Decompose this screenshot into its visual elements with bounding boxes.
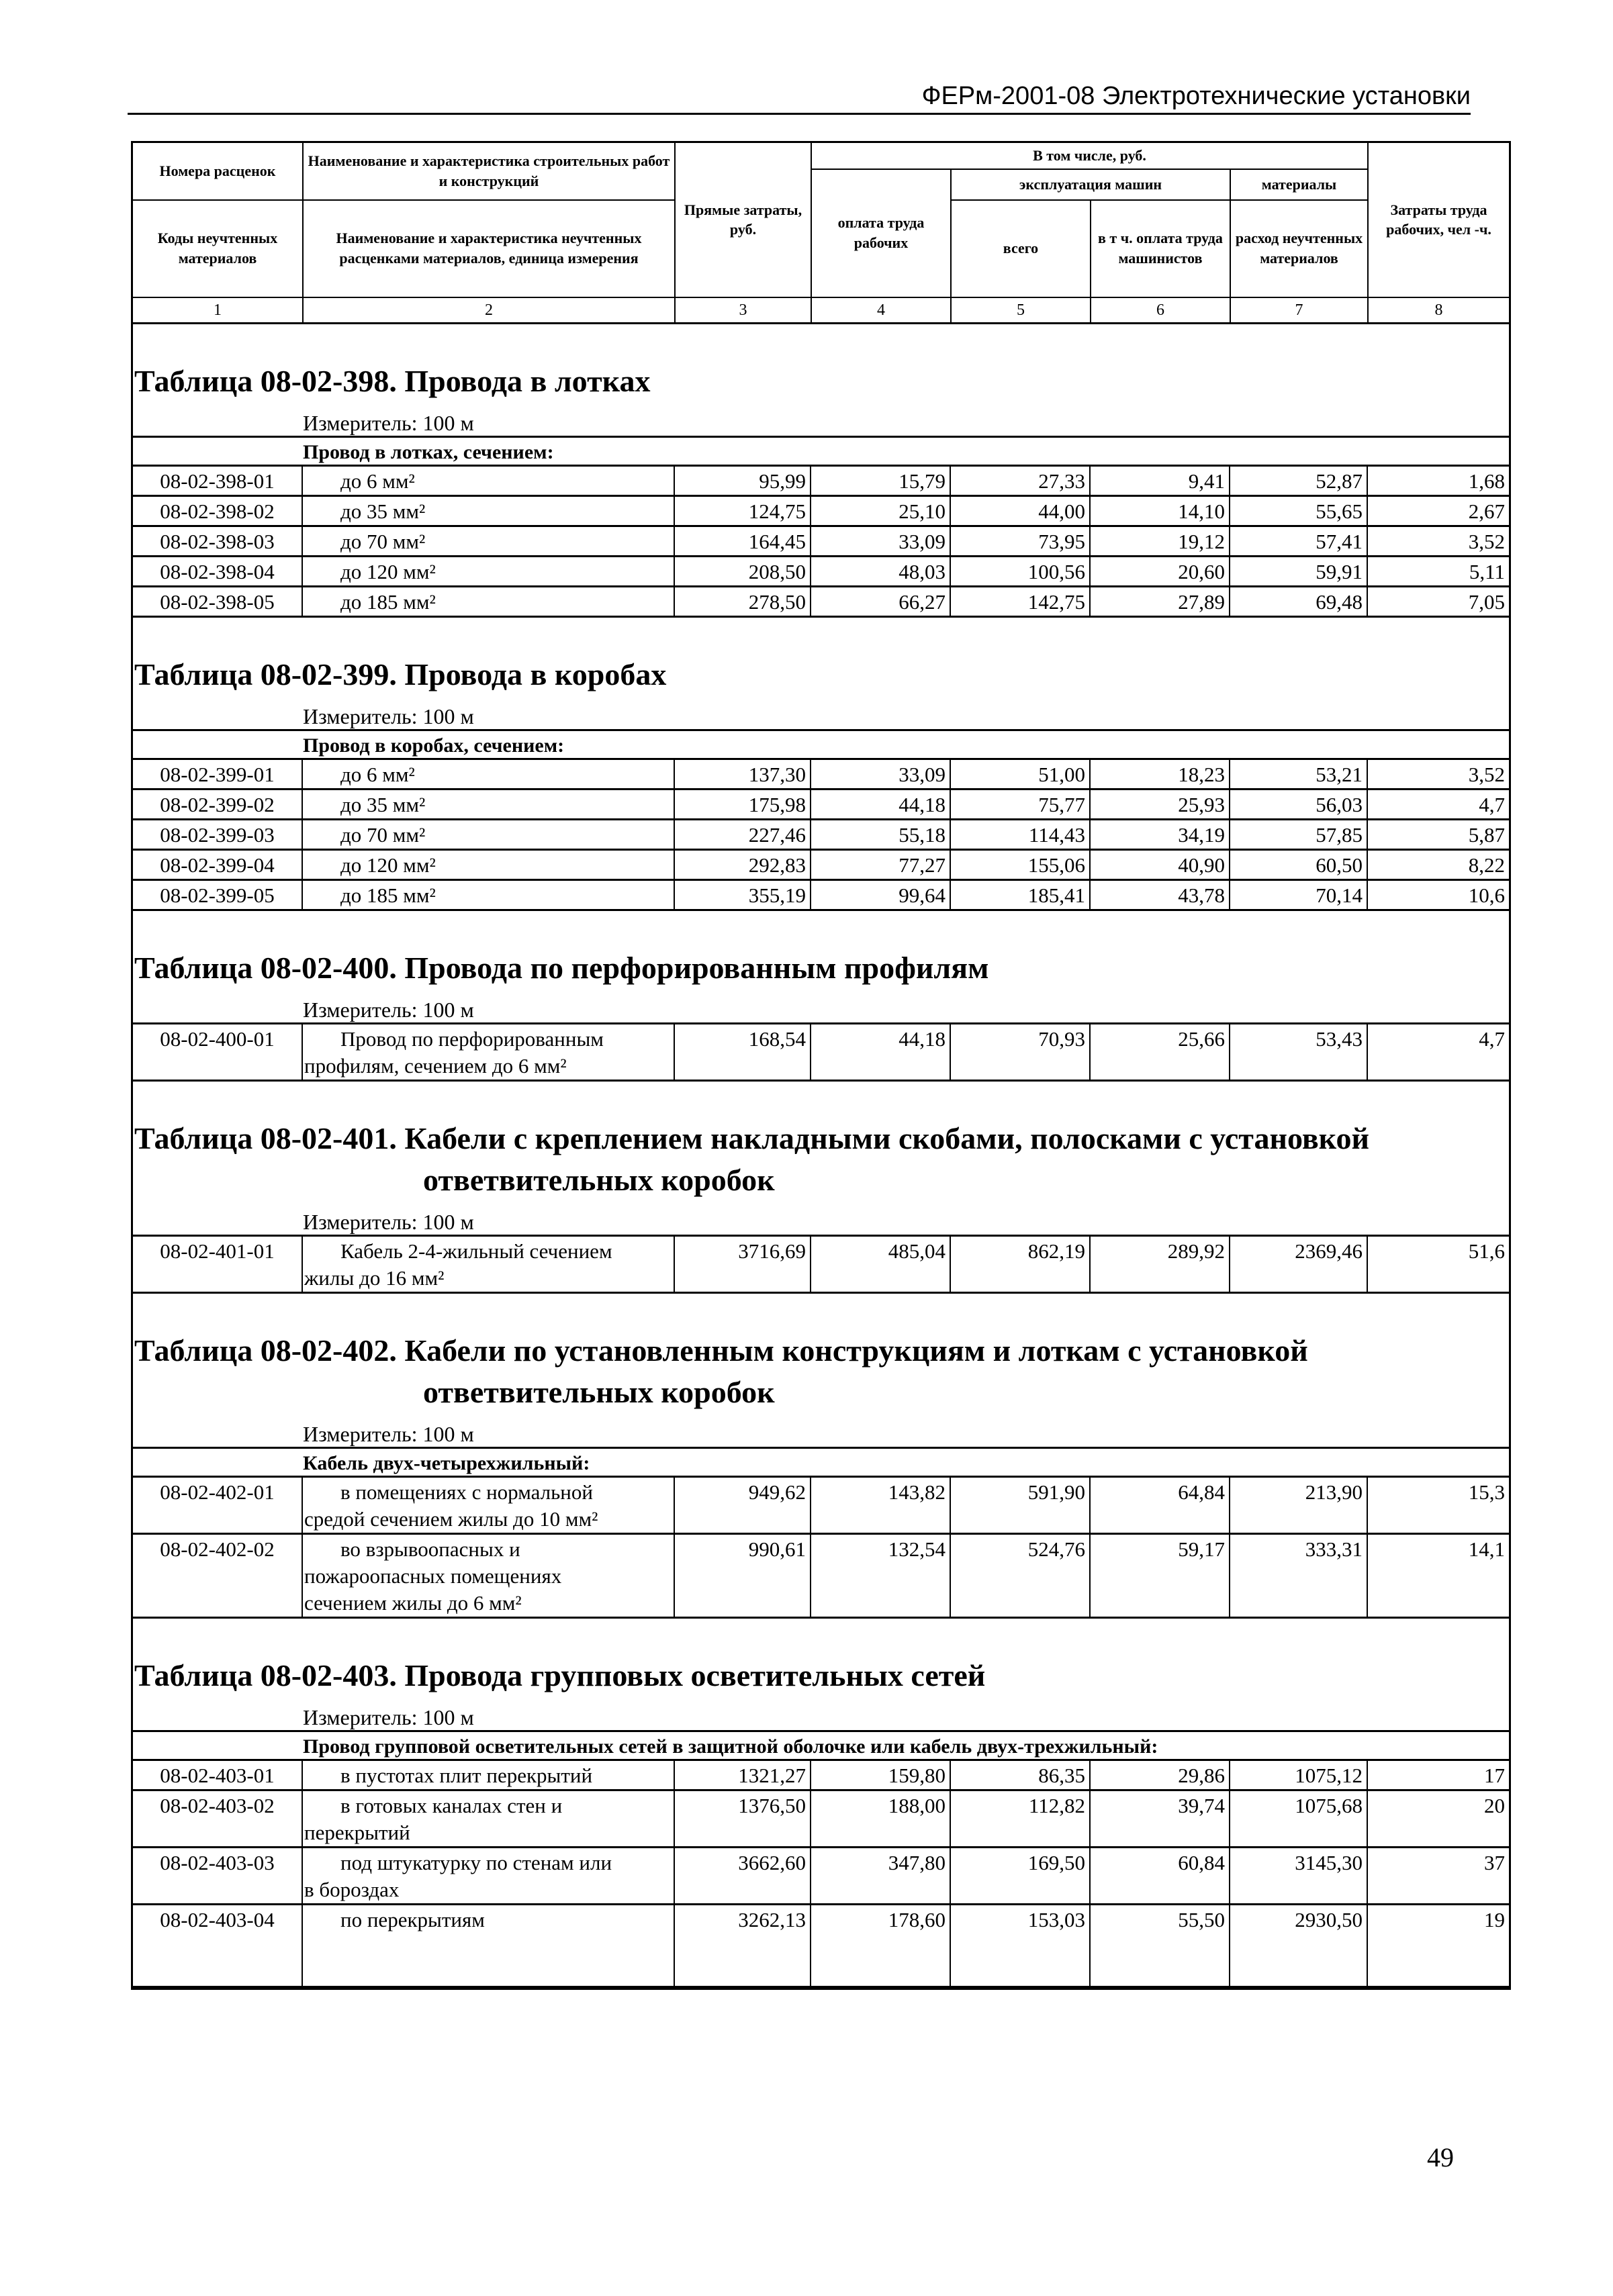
rate-code: 08-02-399-02 [133, 790, 303, 818]
work-name: до 6 мм² [303, 467, 675, 495]
rate-code: 08-02-403-03 [133, 1848, 303, 1903]
rate-code: 08-02-398-02 [133, 497, 303, 525]
section-title-line: ответвительных коробок [423, 1374, 775, 1409]
header-labor-costs: Затраты труда рабочих, чел -ч. [1368, 142, 1509, 297]
section-title-line: Таблица 08-02-403. Провода групповых осветительных сетей [134, 1658, 986, 1692]
table-section [133, 1294, 1509, 1619]
work-name: Кабель 2-4-жильный сечением жилы до 16 мм² [303, 1237, 675, 1292]
table-row [133, 557, 1509, 587]
table-section [133, 911, 1509, 1082]
machinist-pay: 60,84 [1091, 1848, 1230, 1903]
column-number: 3 [675, 297, 811, 324]
column-number: 2 [303, 297, 675, 324]
labor-hours: 19 [1484, 1907, 1505, 1931]
work-name: до 185 мм² [303, 587, 675, 616]
section-spacer [133, 911, 1509, 947]
page-number: 49 [1427, 2142, 1454, 2172]
table-row [133, 851, 1509, 881]
section-title-line: ответвительных коробок [423, 1162, 775, 1197]
unit-of-measure: Измеритель: 100 м [133, 993, 1509, 1024]
header-including: В том числе, руб. [811, 142, 1368, 169]
table-row [133, 587, 1509, 618]
table-row [133, 1478, 1509, 1535]
labor-hours: 51,6 [1468, 1239, 1505, 1263]
work-name: до 120 мм² [303, 851, 675, 879]
section-title-line: Таблица 08-02-400. Провода по перфорированным профилям [134, 950, 989, 985]
rates-table [131, 141, 1511, 1990]
direct-costs: 278,50 [675, 587, 811, 616]
group-label: Провод групповой осветительных сетей в защитной оболочке или кабель двух-трехжильный: [133, 1732, 1509, 1761]
rate-code: 08-02-400-01 [133, 1024, 303, 1080]
worker-pay: 178,60 [811, 1905, 951, 1986]
machines-total: 142,75 [951, 587, 1091, 616]
header-machine-operation: эксплуатация машин [951, 169, 1230, 200]
labor-hours: 10,6 [1468, 883, 1505, 907]
table-row [133, 1535, 1509, 1619]
direct-costs: 1321,27 [675, 1761, 811, 1789]
worker-pay: 143,82 [811, 1478, 951, 1533]
material-costs: 52,87 [1230, 467, 1368, 495]
rate-code: 08-02-403-02 [133, 1791, 303, 1846]
machinist-pay: 55,50 [1091, 1905, 1230, 1986]
worker-pay: 485,04 [811, 1237, 951, 1292]
unit-of-measure: Измеритель: 100 м [133, 700, 1509, 731]
direct-costs: 168,54 [675, 1024, 811, 1080]
worker-pay: 15,79 [811, 467, 951, 495]
table-row [133, 820, 1509, 851]
column-number: 8 [1368, 297, 1509, 324]
worker-pay: 33,09 [811, 760, 951, 788]
section-title [133, 1655, 1509, 1696]
worker-pay: 44,18 [811, 790, 951, 818]
work-name: до 35 мм² [303, 790, 675, 818]
section-title [133, 654, 1509, 696]
labor-hours: 4,7 [1479, 792, 1505, 816]
worker-pay: 66,27 [811, 587, 951, 616]
machines-total: 524,76 [951, 1535, 1091, 1617]
section-title [133, 1118, 1509, 1201]
worker-pay: 77,27 [811, 851, 951, 879]
labor-hours: 4,7 [1479, 1026, 1505, 1051]
table-section [133, 324, 1509, 618]
machines-total: 185,41 [951, 881, 1091, 909]
material-costs: 55,65 [1230, 497, 1368, 525]
rate-code: 08-02-402-01 [133, 1478, 303, 1533]
section-title [133, 1330, 1509, 1413]
rate-code: 08-02-398-03 [133, 527, 303, 555]
direct-costs: 1376,50 [675, 1791, 811, 1846]
machines-total: 86,35 [951, 1761, 1091, 1789]
machines-total: 169,50 [951, 1848, 1091, 1903]
labor-hours: 1,68 [1468, 469, 1505, 493]
section-spacer [133, 618, 1509, 654]
table-row [133, 1848, 1509, 1905]
worker-pay: 44,18 [811, 1024, 951, 1080]
machinist-pay: 64,84 [1091, 1478, 1230, 1533]
machinist-pay: 40,90 [1091, 851, 1230, 879]
machines-total: 75,77 [951, 790, 1091, 818]
header-material-use: расход неучтенных материалов [1230, 200, 1368, 297]
group-label: Провод в лотках, сечением: [133, 438, 1509, 467]
table-row [133, 497, 1509, 527]
machinist-pay: 19,12 [1091, 527, 1230, 555]
work-name: до 185 мм² [303, 881, 675, 909]
section-spacer [133, 324, 1509, 361]
material-costs: 57,41 [1230, 527, 1368, 555]
table-section [133, 1082, 1509, 1294]
machinist-pay: 29,86 [1091, 1761, 1230, 1789]
machinist-pay: 289,92 [1091, 1237, 1230, 1292]
worker-pay: 55,18 [811, 820, 951, 849]
work-name: до 70 мм² [303, 820, 675, 849]
material-costs: 56,03 [1230, 790, 1368, 818]
column-number: 1 [133, 297, 303, 324]
machinist-pay: 18,23 [1091, 760, 1230, 788]
labor-hours: 15,3 [1468, 1480, 1505, 1504]
labor-hours: 14,1 [1468, 1537, 1505, 1561]
section-spacer [133, 1294, 1509, 1330]
direct-costs: 355,19 [675, 881, 811, 909]
machines-total: 73,95 [951, 527, 1091, 555]
work-name: по перекрытиям [303, 1905, 675, 1986]
material-costs: 60,50 [1230, 851, 1368, 879]
work-name: в помещениях с нормальной средой сечением жилы до 10 мм² [303, 1478, 675, 1533]
machines-total: 862,19 [951, 1237, 1091, 1292]
direct-costs: 3662,60 [675, 1848, 811, 1903]
direct-costs: 990,61 [675, 1535, 811, 1617]
section-spacer [133, 1082, 1509, 1118]
material-costs: 2930,50 [1230, 1905, 1368, 1986]
machinist-pay: 9,41 [1091, 467, 1230, 495]
running-head: ФЕРм-2001-08 Электротехнические установки [921, 82, 1471, 110]
work-name: во взрывоопасных и пожароопасных помещениях сечением жилы до 6 мм² [303, 1535, 675, 1617]
table-section [133, 1619, 1509, 1988]
machinist-pay: 34,19 [1091, 820, 1230, 849]
direct-costs: 227,46 [675, 820, 811, 849]
machinist-pay: 27,89 [1091, 587, 1230, 616]
table-row [133, 881, 1509, 911]
worker-pay: 25,10 [811, 497, 951, 525]
machines-total: 100,56 [951, 557, 1091, 585]
machines-total: 51,00 [951, 760, 1091, 788]
section-title [133, 361, 1509, 402]
header-material-codes: Коды неучтенных материалов [133, 200, 303, 297]
machinist-pay: 20,60 [1091, 557, 1230, 585]
section-title-line: Таблица 08-02-398. Провода в лотках [134, 363, 651, 398]
labor-hours: 8,22 [1468, 853, 1505, 877]
table-row [133, 467, 1509, 497]
work-name: в готовых каналах стен и перекрытий [303, 1791, 675, 1846]
header-material-name: Наименование и характеристика неучтенных расценками материалов, единица измерения [303, 200, 675, 297]
labor-hours: 5,11 [1469, 559, 1505, 583]
machines-total: 153,03 [951, 1905, 1091, 1986]
table-row [133, 1791, 1509, 1848]
worker-pay: 48,03 [811, 557, 951, 585]
labor-hours: 5,87 [1468, 822, 1505, 847]
machines-total: 155,06 [951, 851, 1091, 879]
header-work-name: Наименование и характеристика строительных работ и конструкций [303, 142, 675, 200]
rate-code: 08-02-398-01 [133, 467, 303, 495]
machinist-pay: 43,78 [1091, 881, 1230, 909]
machinist-pay: 14,10 [1091, 497, 1230, 525]
machines-total: 27,33 [951, 467, 1091, 495]
rate-code: 08-02-399-04 [133, 851, 303, 879]
direct-costs: 95,99 [675, 467, 811, 495]
material-costs: 213,90 [1230, 1478, 1368, 1533]
sections [133, 324, 1509, 1988]
direct-costs: 137,30 [675, 760, 811, 788]
worker-pay: 132,54 [811, 1535, 951, 1617]
rate-code: 08-02-399-05 [133, 881, 303, 909]
section-title-line: Таблица 08-02-402. Кабели по установленным конструкциям и лоткам с установкой [134, 1333, 1308, 1368]
machinist-pay: 59,17 [1091, 1535, 1230, 1617]
unit-of-measure: Измеритель: 100 м [133, 406, 1509, 438]
labor-hours: 2,67 [1468, 499, 1505, 523]
column-header [133, 141, 1509, 324]
table-row [133, 1024, 1509, 1082]
unit-of-measure: Измеритель: 100 м [133, 1701, 1509, 1732]
machines-total: 70,93 [951, 1024, 1091, 1080]
direct-costs: 208,50 [675, 557, 811, 585]
machinist-pay: 25,66 [1091, 1024, 1230, 1080]
material-costs: 2369,46 [1230, 1237, 1368, 1292]
column-number: 6 [1091, 297, 1230, 324]
material-costs: 59,91 [1230, 557, 1368, 585]
labor-hours: 20 [1484, 1793, 1505, 1817]
rate-code: 08-02-398-04 [133, 557, 303, 585]
header-machines-total: всего [951, 200, 1091, 297]
work-name: до 120 мм² [303, 557, 675, 585]
labor-hours: 7,05 [1468, 589, 1505, 614]
work-name: в пустотах плит перекрытий [303, 1761, 675, 1789]
table-section [133, 618, 1509, 911]
material-costs: 70,14 [1230, 881, 1368, 909]
table-row [133, 760, 1509, 790]
unit-of-measure: Измеритель: 100 м [133, 1417, 1509, 1449]
group-label: Провод в коробах, сечением: [133, 731, 1509, 760]
rate-code: 08-02-399-03 [133, 820, 303, 849]
header-worker-pay: оплата труда рабочих [811, 169, 951, 297]
machines-total: 44,00 [951, 497, 1091, 525]
machines-total: 114,43 [951, 820, 1091, 849]
worker-pay: 159,80 [811, 1761, 951, 1789]
section-title [133, 947, 1509, 989]
work-name: под штукатурку по стенам или в бороздах [303, 1848, 675, 1903]
worker-pay: 99,64 [811, 881, 951, 909]
rate-code: 08-02-398-05 [133, 587, 303, 616]
rate-code: 08-02-402-02 [133, 1535, 303, 1617]
labor-hours: 3,52 [1468, 529, 1505, 553]
direct-costs: 175,98 [675, 790, 811, 818]
labor-hours: 37 [1484, 1850, 1505, 1874]
worker-pay: 33,09 [811, 527, 951, 555]
worker-pay: 188,00 [811, 1791, 951, 1846]
table-row [133, 1761, 1509, 1791]
table-row [133, 527, 1509, 557]
labor-hours: 3,52 [1468, 762, 1505, 786]
rate-code: 08-02-403-01 [133, 1761, 303, 1789]
section-title-line: Таблица 08-02-399. Провода в коробах [134, 657, 667, 691]
direct-costs: 3262,13 [675, 1905, 811, 1986]
material-costs: 3145,30 [1230, 1848, 1368, 1903]
rate-code: 08-02-403-04 [133, 1905, 303, 1986]
header-direct-costs: Прямые затраты, руб. [675, 142, 811, 297]
work-name: до 6 мм² [303, 760, 675, 788]
material-costs: 1075,12 [1230, 1761, 1368, 1789]
direct-costs: 164,45 [675, 527, 811, 555]
machinist-pay: 39,74 [1091, 1791, 1230, 1846]
column-number: 4 [811, 297, 951, 324]
direct-costs: 292,83 [675, 851, 811, 879]
material-costs: 57,85 [1230, 820, 1368, 849]
work-name: Провод по перфорированным профилям, сечением до 6 мм² [303, 1024, 675, 1080]
table-row [133, 1237, 1509, 1294]
direct-costs: 949,62 [675, 1478, 811, 1533]
section-title-line: Таблица 08-02-401. Кабели с креплением накладными скобами, полосками с установкой [134, 1120, 1370, 1155]
table-row [133, 790, 1509, 820]
material-costs: 53,21 [1230, 760, 1368, 788]
header-rate-numbers: Номера расценок [133, 142, 303, 200]
machines-total: 112,82 [951, 1791, 1091, 1846]
material-costs: 1075,68 [1230, 1791, 1368, 1846]
column-number: 7 [1230, 297, 1368, 324]
worker-pay: 347,80 [811, 1848, 951, 1903]
unit-of-measure: Измеритель: 100 м [133, 1205, 1509, 1237]
header-materials: материалы [1230, 169, 1368, 200]
work-name: до 35 мм² [303, 497, 675, 525]
table-row [133, 1905, 1509, 1988]
rate-code: 08-02-399-01 [133, 760, 303, 788]
column-number: 5 [951, 297, 1091, 324]
material-costs: 53,43 [1230, 1024, 1368, 1080]
header-machinist-pay: в т ч. оплата труда машинистов [1091, 200, 1230, 297]
machines-total: 591,90 [951, 1478, 1091, 1533]
direct-costs: 3716,69 [675, 1237, 811, 1292]
material-costs: 333,31 [1230, 1535, 1368, 1617]
direct-costs: 124,75 [675, 497, 811, 525]
section-spacer [133, 1619, 1509, 1655]
machinist-pay: 25,93 [1091, 790, 1230, 818]
group-label: Кабель двух-четырехжильный: [133, 1449, 1509, 1478]
header-rule [128, 113, 1471, 115]
labor-hours: 17 [1484, 1763, 1505, 1787]
rate-code: 08-02-401-01 [133, 1237, 303, 1292]
material-costs: 69,48 [1230, 587, 1368, 616]
work-name: до 70 мм² [303, 527, 675, 555]
